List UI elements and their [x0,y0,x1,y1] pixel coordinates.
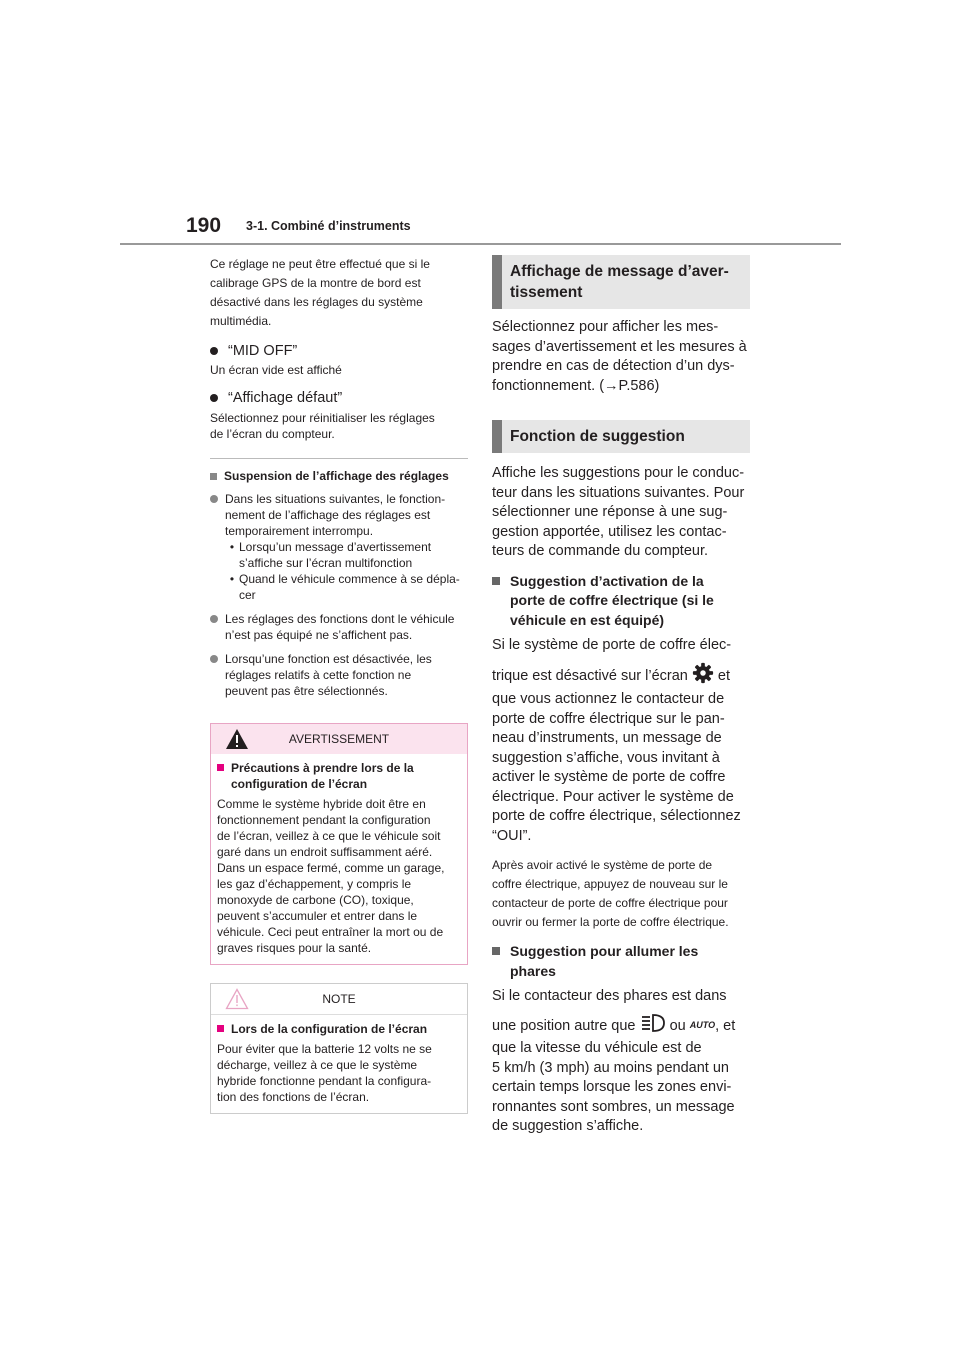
chapter-title: 3-1. Combiné d’instruments [246,219,411,233]
right-column [492,255,750,1137]
note-body-line: tion des fonctions de l’écran. [217,1090,370,1104]
warning-box [210,723,468,965]
section-title-line: Affichage de message d’aver- [510,263,729,280]
note-heading-text: Lors de la configuration de l’écran [231,1022,428,1036]
square-marker [492,577,500,585]
paragraph-line: suggestion s’affiche, vous invitant à [492,749,720,766]
paragraph-line: Affiche les suggestions pour le conduc- [492,465,745,481]
list-item-line: temporairement interrompu. [225,524,374,538]
warning-body-line: Dans un espace fermé, comme un garage, [217,861,445,875]
paragraph-line: sages d’avertissement et les mesures à [492,338,747,355]
note-heading [217,1021,461,1037]
note-title-bar [211,984,467,1015]
list-item-line: Dans les situations suivantes, le fonction- [225,492,446,506]
square-marker [210,473,217,480]
bullet-dot [210,347,218,355]
paragraph-line: activer le système de porte de coffre [492,769,726,785]
mid-off-heading [210,343,468,359]
section-title-line: tissement [510,284,583,301]
default-desc: Sélectionnez pour réinitialiser les réglages [210,411,435,425]
list-item-line: Les réglages des fonctions dont le véhicule [225,612,455,626]
text-fragment: ou [669,1017,686,1034]
headlights-heading [492,942,750,981]
warning-body-line: fonctionnement pendant la configuration [217,813,431,827]
warning-heading-line: Précautions à prendre lors de la [231,761,414,775]
sub-heading-line: véhicule en est équipé) [510,611,665,628]
suspension-title: Suspension de l’affichage des réglages [224,469,449,483]
note-body-line: hybride fonctionne pendant la configura- [217,1074,432,1088]
note-body-line: décharge, veillez à ce que le système [217,1058,418,1072]
paragraph-line-with-icon [492,1013,750,1040]
paragraph-line: neau d’instruments, un message de [492,730,722,746]
paragraph-line: 5 km/h (3 mph) au moins pendant un [492,1059,729,1076]
sub-heading-line: Suggestion d’activation de la [510,572,704,589]
page-number: 190 [186,214,222,237]
paragraph-line: Sélectionnez pour afficher les mes- [492,319,719,335]
intro-line: Ce réglage ne peut être effectué que si le [210,257,430,271]
intro-line: multimédia. [210,314,272,328]
sub-item-line: s’affiche sur l’écran multifonction [239,556,413,570]
section-title: Fonction de suggestion [510,428,685,445]
list-item-line: n’est pas équipé ne s’affichent pas. [225,628,413,642]
paragraph-line: “OUI”. [492,827,532,844]
warning-icon [225,728,249,753]
bullet-dot [210,394,218,402]
list-item [210,651,468,699]
sub-list-item: • Quand le véhicule commence à se dépla- cer [229,572,460,602]
square-marker [217,764,224,771]
suspension-heading [210,469,468,483]
note-title: NOTE [322,992,356,1006]
headlight-icon [640,1013,666,1040]
list-item-line: Lorsqu’une fonction est désactivée, les [225,652,432,666]
note-box [210,983,468,1114]
sub-list-item: • Lorsqu’un message d’avertissement s’affiche sur l’écran multifonction [229,540,432,570]
paragraph-line: sélectionner une réponse à une sug- [492,504,728,520]
paragraph-line: électrique. Pour activer le système de [492,788,734,805]
intro-line: calibrage GPS de la montre de bord est [210,276,421,290]
list-item [210,611,468,643]
warning-body-line: peuvent s’accumuler et entrer dans le [217,909,418,923]
paragraph-line: porte de coffre électrique, sélectionnez [492,808,741,824]
text-fragment: une position autre que [492,1017,636,1034]
default-heading [210,390,468,406]
square-marker [492,947,500,955]
bullet-dot [210,655,218,663]
paragraph-line-with-icon [492,662,750,691]
paragraph-line: certain temps lorsque les zones envi- [492,1079,732,1095]
text-fragment: et [717,667,730,684]
warning-body-line: de l’écran, veillez à ce que le véhicule soit [217,829,441,843]
warning-title-bar [211,724,467,754]
small-note-line: Après avoir activé le système de porte de [492,858,713,872]
sub-item-line: Lorsqu’un message d’avertissement [239,540,432,554]
paragraph-line: ronnantes sont sombres, un message [492,1098,735,1115]
bullet-dot [210,615,218,623]
paragraph-line: gestion apportée, utilisez les contac- [492,523,727,540]
square-marker [217,1025,224,1032]
paragraph-line: Si le système de porte de coffre élec- [492,637,732,653]
mid-off-title: “MID OFF” [228,343,298,359]
mid-off-desc: Un écran vide est affiché [210,363,342,377]
small-note-line: coffre électrique, appuyez de nouveau sur le [492,877,728,891]
warning-body-line: Comme le système hybride doit être en [217,797,426,811]
section-separator [210,458,468,459]
paragraph-line: fonctionnement. (→P.586) [492,377,660,394]
note-body-line: Pour éviter que la batterie 12 volts ne se [217,1042,432,1056]
paragraph-line: teurs de commande du compteur. [492,543,709,559]
paragraph-line: que vous actionnez le contacteur de [492,691,725,707]
default-desc: de l’écran du compteur. [210,427,335,441]
paragraph-line: de suggestion s’affiche. [492,1118,644,1134]
small-note-line: ouvrir ou fermer la porte de coffre électrique. [492,915,729,929]
intro-line: désactivé dans les réglages du système [210,295,423,309]
warning-body-line: graves risques pour la santé. [217,941,372,955]
header-divider [120,243,841,245]
suggestion-section-header [492,420,750,453]
small-note-line: contacteur de porte de coffre électrique pour [492,896,728,910]
list-item-line: réglages relatifs à cette fonction ne [225,668,412,682]
auto-icon: AUTO [689,1020,716,1030]
paragraph-line: Si le contacteur des phares est dans [492,988,727,1004]
gear-icon [692,662,714,691]
warning-heading [217,760,461,792]
sub-heading-line: porte de coffre électrique (si le [510,592,714,608]
warning-body-line: monoxyde de carbone (CO), toxique, [217,893,414,907]
sub-item-line: cer [239,588,256,602]
warning-message-section-header [492,255,750,309]
text-fragment: , et [715,1017,736,1034]
list-item [210,491,468,603]
list-item-line: nement de l’affichage des réglages est [225,508,431,522]
power-door-heading [492,572,750,631]
caution-icon [225,988,249,1013]
warning-body-line: garé dans un endroit suffisamment aéré. [217,845,433,859]
bullet-dot [210,495,218,503]
list-item-line: peuvent pas être sélectionnés. [225,684,388,698]
paragraph-line: teur dans les situations suivantes. Pour [492,484,745,501]
left-column [210,255,468,1114]
default-title: “Affichage défaut” [228,390,343,406]
text-fragment: trique est désactivé sur l’écran [492,667,688,684]
warning-body-line: les gaz d’échappement, y compris le [217,877,412,891]
warning-body-line: véhicule. Ceci peut entraîner la mort ou de [217,925,444,939]
paragraph-line: prendre en cas de détection d’un dys- [492,358,735,374]
paragraph-line: que la vitesse du véhicule est de [492,1040,702,1056]
warning-heading-line: configuration de l’écran [231,777,368,791]
sub-heading-line: Suggestion pour allumer les [510,943,699,959]
paragraph-line: porte de coffre électrique sur le pan- [492,710,725,727]
sub-item-line: Quand le véhicule commence à se dépla- [239,572,460,586]
warning-title: AVERTISSEMENT [288,732,390,746]
sub-heading-line: phares [510,962,556,979]
